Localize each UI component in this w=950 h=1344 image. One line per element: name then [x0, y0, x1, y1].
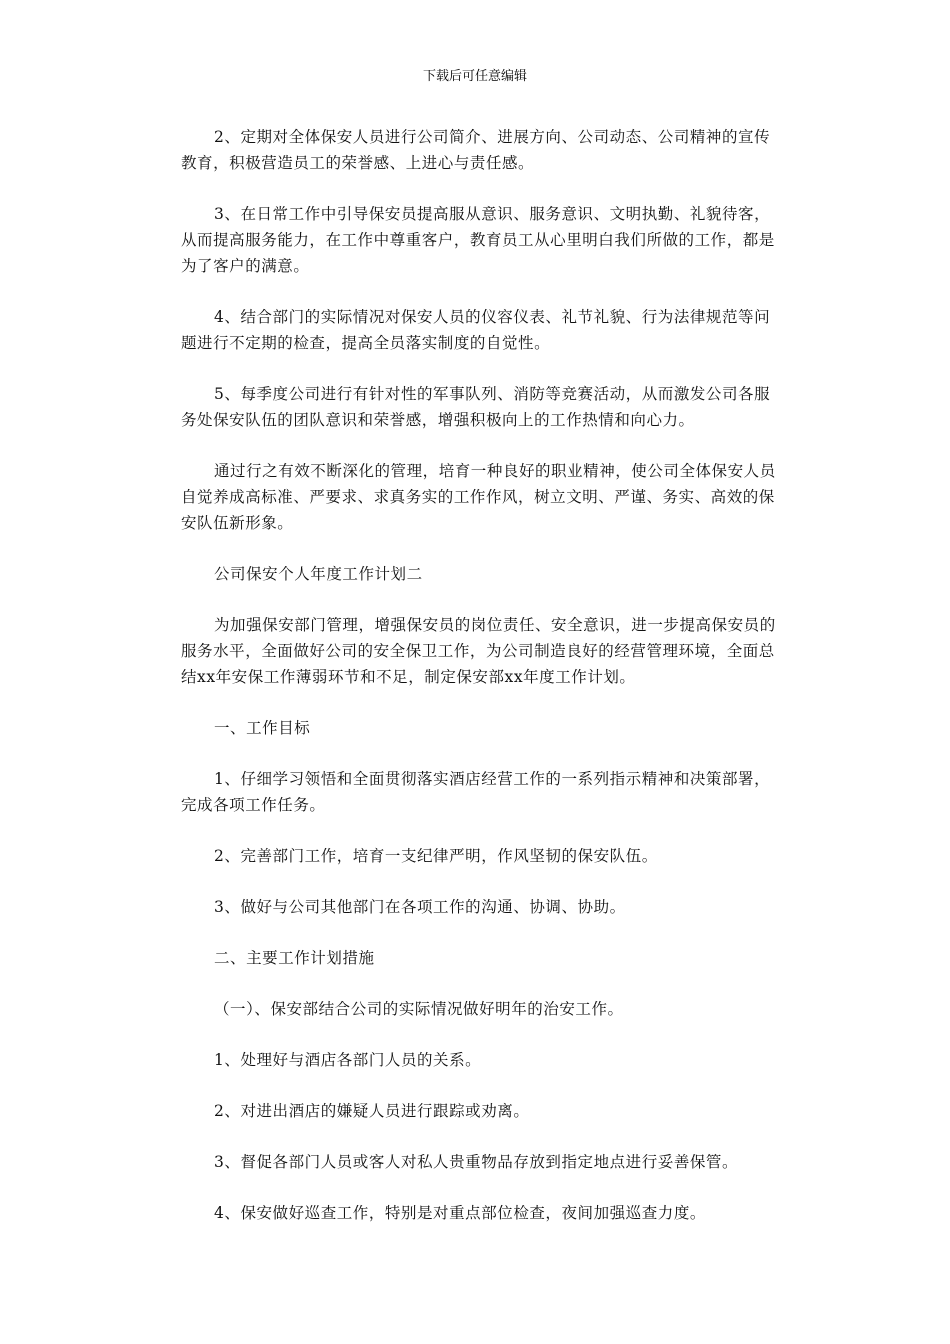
- section-heading: 二、主要工作计划措施: [214, 949, 375, 967]
- list-item: 4、保安做好巡查工作，特别是对重点部位检查，夜间加强巡查力度。: [214, 1204, 706, 1222]
- document-body: [181, 124, 777, 1251]
- list-item: 3、督促各部门人员或客人对私人贵重物品存放到指定地点进行妥善保管。: [214, 1153, 739, 1171]
- paragraph: 3、在日常工作中引导保安员提高服从意识、服务意识、文明执勤、礼貌待客，从而提高服务能力，在工作中尊重客户，教育员工从心里明白我们所做的工作，都是为了客户的满意。: [181, 205, 775, 275]
- list-item: 2、对进出酒店的嫌疑人员进行跟踪或劝离。: [214, 1102, 530, 1120]
- paragraph: 2、定期对全体保安人员进行公司简介、进展方向、公司动态、公司精神的宣传教育，积极营造员工的荣誉感、上进心与责任感。: [181, 128, 771, 172]
- list-item: 2、完善部门工作，培育一支纪律严明，作风坚韧的保安队伍。: [214, 847, 658, 865]
- section-heading: 一、工作目标: [214, 719, 311, 737]
- subsection-heading: （一）、保安部结合公司的实际情况做好明年的治安工作。: [214, 1000, 624, 1018]
- list-item: 1、仔细学习领悟和全面贯彻落实酒店经营工作的一系列指示精神和决策部署，完成各项工作任务。: [181, 770, 771, 814]
- list-item: 1、处理好与酒店各部门人员的关系。: [214, 1051, 482, 1069]
- header-note: 下载后可任意编辑: [422, 69, 527, 84]
- paragraph: 4、结合部门的实际情况对保安人员的仪容仪表、礼节礼貌、行为法律规范等问题进行不定期的检查，提高全员落实制度的自觉性。: [181, 308, 771, 352]
- paragraph: 5、每季度公司进行有针对性的军事队列、消防等竞赛活动，从而激发公司各服务处保安队伍的团队意识和荣誉感，增强积极向上的工作热情和向心力。: [181, 385, 771, 429]
- section-title: 公司保安个人年度工作计划二: [214, 565, 423, 583]
- paragraph: 通过行之有效不断深化的管理，培育一种良好的职业精神，使公司全体保安人员自觉养成高标准、严要求、求真务实的工作作风，树立文明、严谨、务实、高效的保安队伍新形象。: [181, 462, 776, 532]
- list-item: 3、做好与公司其他部门在各项工作的沟通、协调、协助。: [214, 898, 626, 916]
- paragraph: 为加强保安部门管理，增强保安员的岗位责任、安全意识，进一步提高保安员的服务水平，全面做好公司的安全保卫工作，为公司制造良好的经营管理环境，全面总结xx年安保工作薄弱环节和不足，制定保安部xx年度工作计划。: [181, 616, 776, 686]
